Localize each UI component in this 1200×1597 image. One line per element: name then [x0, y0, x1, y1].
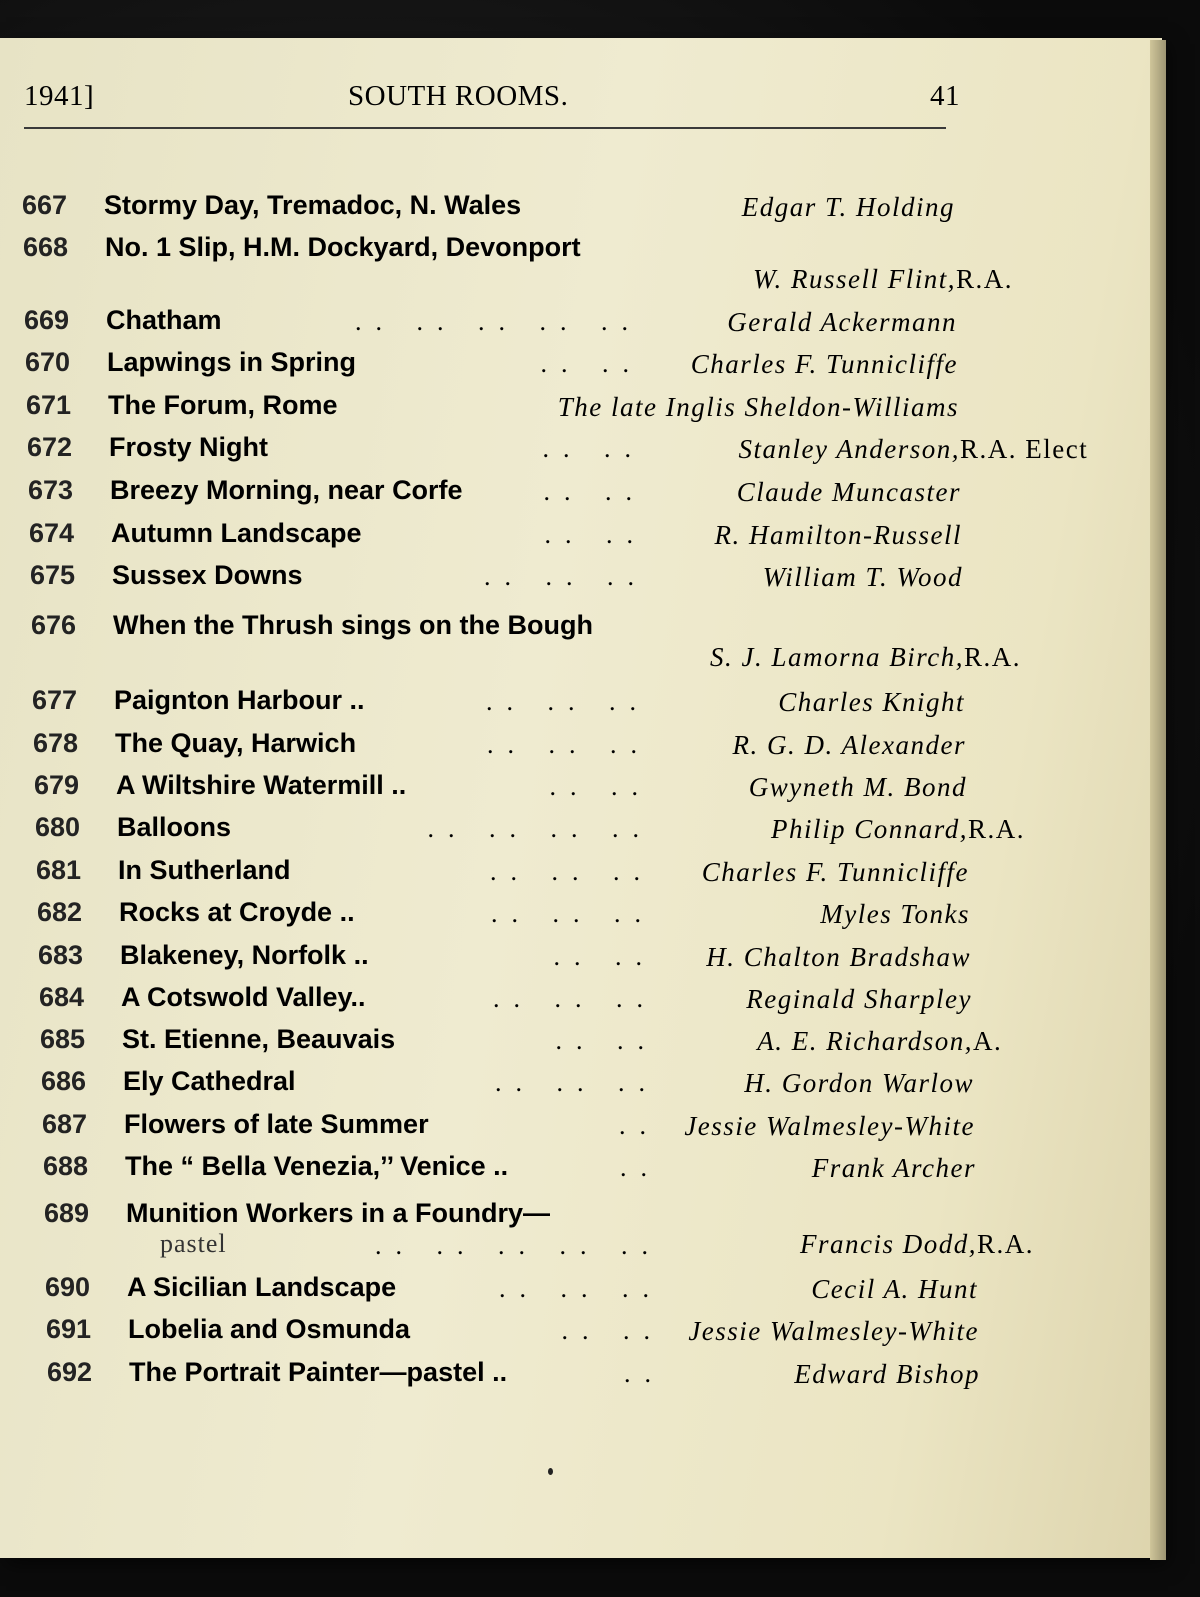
artist-honours: R.A. [968, 814, 1026, 844]
entry-title: Balloons [117, 812, 232, 842]
entry-number: 672 [27, 432, 73, 462]
entry-title: Ely Cathedral [123, 1066, 296, 1096]
artist-name-text: R. G. D. Alexander [732, 730, 966, 760]
dot-leader: .. .. [543, 477, 646, 506]
dot-leader: .. .. [544, 520, 647, 549]
dot-leader: .. .. .. [493, 984, 657, 1013]
catalogue-entry [0, 1198, 1035, 1260]
entry-number: 682 [37, 897, 83, 927]
dot-leader: .. .. .. .. .. [355, 307, 642, 336]
entry-number: 678 [33, 728, 79, 758]
entry-number: 690 [45, 1272, 91, 1302]
entry-number: 692 [47, 1357, 93, 1387]
artist-name-text: William T. Wood [762, 562, 963, 592]
catalogue-entry [0, 1151, 1000, 1195]
dot-leader: .. .. [555, 1026, 658, 1055]
running-header [24, 80, 974, 128]
artist-honours: R.A. Elect [960, 434, 1089, 464]
catalogue-entry [0, 855, 1000, 899]
entry-title: The Quay, Harwich [115, 728, 357, 758]
artist-name [737, 477, 961, 508]
artist-name-text: Stanley Anderson, [738, 434, 960, 464]
artist-name [691, 349, 958, 380]
artist-name [710, 642, 1022, 673]
header-title: SOUTH ROOMS. [348, 80, 569, 112]
dot-leader: .. .. [542, 434, 645, 463]
artist-name-text: Charles Knight [778, 687, 965, 717]
artist-name [749, 772, 967, 803]
artist-honours: R.A. [964, 642, 1022, 672]
catalogue-entry [0, 518, 1000, 562]
page-number: 41 [930, 80, 960, 112]
artist-name-text: Gerald Ackermann [727, 307, 957, 337]
entry-title: Chatham [106, 305, 222, 335]
entry-title: The “ Bella Venezia,’’ Venice .. [125, 1151, 509, 1181]
artist-name-text: Francis Dodd, [800, 1229, 977, 1259]
dot-leader: .. .. [540, 349, 643, 378]
header-year: 1941] [24, 80, 95, 112]
entry-title: Flowers of late Summer [124, 1109, 429, 1139]
catalogue-entry [0, 475, 1000, 519]
catalogue-entry [0, 1109, 1000, 1153]
catalogue-entry [0, 1272, 1000, 1316]
entry-title: In Sutherland [118, 855, 291, 885]
entry-number: 681 [36, 855, 82, 885]
artist-honours: R.A. [956, 264, 1014, 294]
dot-leader: .. .. [561, 1316, 664, 1345]
artist-name-text: Philip Connard, [770, 814, 968, 844]
artist-name [733, 730, 966, 761]
dot-leader: .. .. .. [490, 857, 654, 886]
catalogue-entry [0, 770, 1000, 814]
entry-number: 667 [22, 190, 68, 220]
artist-name [558, 392, 959, 423]
entry-title: Sussex Downs [112, 560, 303, 590]
artist-name-text: Gwyneth M. Bond [748, 772, 967, 802]
artist-name [738, 434, 1089, 465]
dot-leader: .. .. .. [495, 1068, 659, 1097]
artist-name-text: Edward Bishop [794, 1359, 980, 1389]
artist-name [811, 1274, 978, 1305]
entry-title: When the Thrush sings on the Bough [113, 610, 593, 640]
entry-number: 684 [39, 982, 85, 1012]
catalogue-entry [0, 305, 1000, 349]
artist-honours: A. [973, 1026, 1003, 1056]
dot-leader: .. .. .. .. [427, 814, 653, 843]
header-rule [24, 127, 946, 129]
catalogue-entry [0, 1357, 1000, 1401]
artist-name-text: R. Hamilton-Russell [714, 520, 962, 550]
entry-number: 691 [46, 1314, 92, 1344]
artist-name [742, 192, 955, 223]
entry-number: 669 [24, 305, 70, 335]
dot-leader: .. .. [553, 942, 656, 971]
catalogue-entry [0, 347, 1000, 391]
catalogue-entry [0, 728, 1000, 772]
entry-number: 673 [28, 475, 74, 505]
artist-name-text: H. Chalton Bradshaw [706, 942, 971, 972]
entry-title: Paignton Harbour .. [114, 685, 365, 715]
entry-title: St. Etienne, Beauvais [122, 1024, 396, 1054]
entry-title: Breezy Morning, near Corfe [110, 475, 463, 505]
artist-name-text: Claude Muncaster [736, 477, 961, 507]
catalogue-entry [0, 982, 1000, 1026]
artist-name [757, 1026, 1003, 1057]
entry-title: The Forum, Rome [108, 390, 338, 420]
entry-title: Blakeney, Norfolk .. [120, 940, 369, 970]
artist-name-text: Edgar T. Holding [741, 192, 955, 222]
artist-name-text: W. Russell Flint, [752, 264, 956, 294]
artist-name-text: Charles F. Tunnicliffe [701, 857, 969, 887]
dot-leader: .. .. .. [487, 730, 651, 759]
entry-title: A Cotswold Valley.. [121, 982, 366, 1012]
entry-number: 679 [34, 770, 80, 800]
page-edge [1150, 40, 1166, 1560]
artist-name [715, 520, 962, 551]
entry-number: 671 [26, 390, 72, 420]
artist-name [812, 1153, 976, 1184]
dot-leader: .. .. .. [491, 899, 655, 928]
artist-name [800, 1229, 1035, 1260]
artist-name-text: Frank Archer [811, 1153, 976, 1183]
entry-number: 686 [41, 1066, 87, 1096]
artist-name [702, 857, 969, 888]
dot-leader: .. .. .. .. .. [375, 1231, 662, 1260]
catalogue-entry [0, 1066, 1000, 1110]
dot-leader: .. .. [549, 772, 652, 801]
catalogue-entry [0, 685, 1000, 729]
artist-name-text: The late Inglis Sheldon-Williams [557, 392, 959, 422]
entry-title: The Portrait Painter—pastel .. [129, 1357, 508, 1387]
artist-name-text: S. J. Lamorna Birch, [710, 642, 964, 672]
catalogue-entry [0, 432, 1089, 476]
artist-name [684, 1111, 975, 1142]
entry-number: 689 [44, 1198, 90, 1228]
artist-name-text: Myles Tonks [820, 899, 970, 929]
artist-name [794, 1359, 980, 1390]
entry-number: 688 [43, 1151, 89, 1181]
artist-name-text: Cecil A. Hunt [811, 1274, 978, 1304]
artist-name-text: A. E. Richardson, [757, 1026, 973, 1056]
page-mark [548, 1468, 553, 1475]
entry-number: 683 [38, 940, 84, 970]
dot-leader: .. [620, 1153, 661, 1182]
catalogue-entry [0, 190, 1000, 234]
entry-title: Munition Workers in a Foundry— [126, 1198, 551, 1228]
entry-number: 668 [23, 232, 69, 262]
entry-title: Rocks at Croyde .. [119, 897, 355, 927]
catalogue-entry [0, 610, 1022, 672]
dot-leader: .. .. .. [484, 562, 648, 591]
artist-name [746, 984, 972, 1015]
dot-leader: .. [619, 1111, 660, 1140]
entry-number: 676 [31, 610, 77, 640]
artist-name-text: Reginald Sharpley [746, 984, 972, 1014]
entry-title: Stormy Day, Tremadoc, N. Wales [104, 190, 522, 220]
catalogue-entry [0, 1314, 1000, 1358]
catalogue-entry [0, 812, 1026, 856]
artist-name-text: Charles F. Tunnicliffe [690, 349, 958, 379]
entry-title: No. 1 Slip, H.M. Dockyard, Devonport [105, 232, 581, 262]
artist-name [727, 307, 957, 338]
catalogue-entry [0, 560, 1000, 604]
entry-number: 675 [30, 560, 76, 590]
artist-honours: R.A. [977, 1229, 1035, 1259]
entry-title: Frosty Night [109, 432, 268, 462]
catalogue-entry [0, 897, 1000, 941]
entry-title: A Wiltshire Watermill .. [116, 770, 407, 800]
dot-leader: .. [624, 1359, 665, 1388]
catalogue-entry [0, 1024, 1003, 1068]
entry-title: A Sicilian Landscape [127, 1272, 397, 1302]
artist-name-text: Jessie Walmesley-White [684, 1111, 975, 1141]
catalogue-entry [0, 940, 1000, 984]
artist-name-text: H. Gordon Warlow [744, 1068, 974, 1098]
entry-number: 670 [25, 347, 71, 377]
entry-medium: pastel [160, 1229, 227, 1258]
entry-number: 677 [32, 685, 78, 715]
entry-title: Autumn Landscape [111, 518, 362, 548]
entry-number: 680 [35, 812, 81, 842]
artist-name [820, 899, 970, 930]
artist-name [752, 264, 1014, 295]
artist-name [770, 814, 1026, 845]
catalogue-entry [0, 232, 1014, 294]
catalogue-entry [0, 390, 1000, 434]
artist-name [778, 687, 965, 718]
artist-name-text: Jessie Walmesley-White [688, 1316, 979, 1346]
entry-title: Lapwings in Spring [107, 347, 356, 377]
artist-name [706, 942, 971, 973]
entry-number: 674 [29, 518, 75, 548]
entry-number: 685 [40, 1024, 86, 1054]
entry-number: 687 [42, 1109, 88, 1139]
artist-name [688, 1316, 979, 1347]
entry-title: Lobelia and Osmunda [128, 1314, 411, 1344]
artist-name [763, 562, 963, 593]
dot-leader: .. .. .. [486, 687, 650, 716]
artist-name [744, 1068, 974, 1099]
dot-leader: .. .. .. [499, 1274, 663, 1303]
